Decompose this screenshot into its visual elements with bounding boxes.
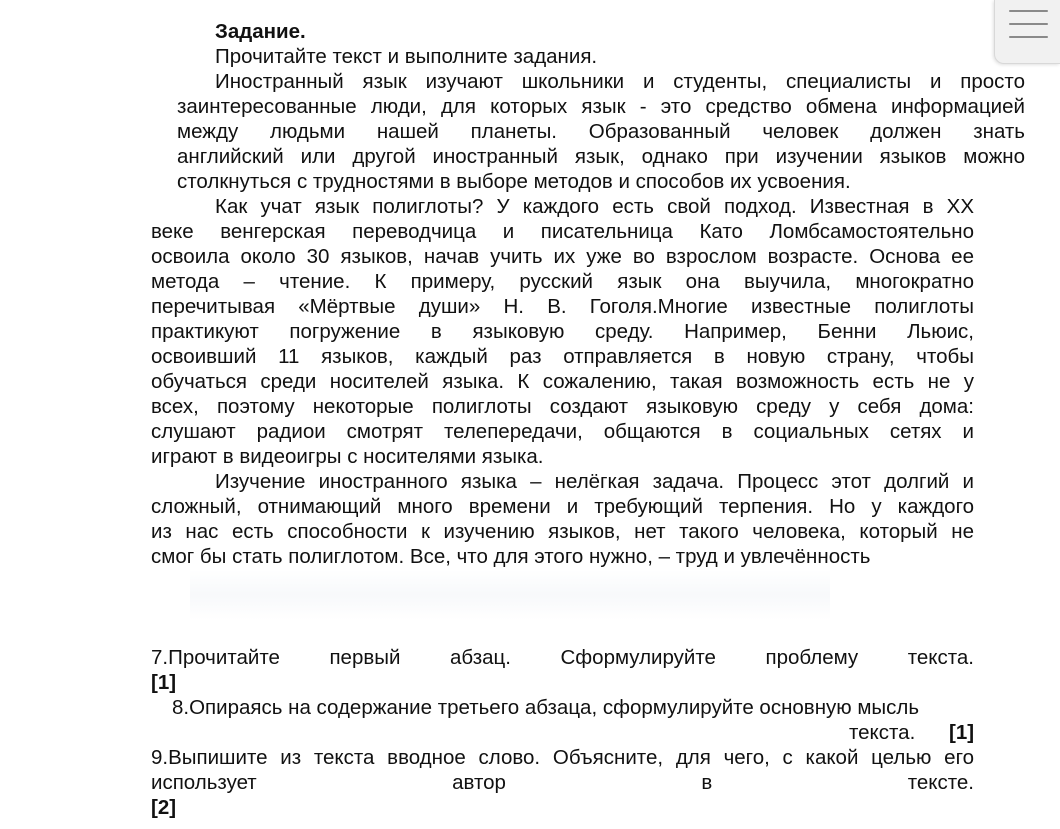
question-9: 9.Выпишите из текста вводное слово. Объясните, для чего, с какой целью его bbox=[151, 746, 974, 769]
text-line: слушают радиои смотрят телепередачи, общаются в социальных сетях и bbox=[151, 420, 974, 443]
text-line: английский или другой иностранный язык, однако при изучении языков можно bbox=[177, 145, 1025, 168]
question-8-continuation: текста. bbox=[849, 721, 916, 744]
text-line: Изучение иностранного языка – нелёгкая задача. Процесс этот долгий и bbox=[215, 470, 974, 493]
question-7: 7.Прочитайте первый абзац. Сформулируйте проблему текста. bbox=[151, 646, 974, 669]
task-heading: Задание. bbox=[215, 20, 306, 43]
text-line: освоила около 30 языков, начав учить их уже во взрослом возрасте. Основа ее bbox=[151, 245, 974, 268]
text-line: смог бы стать полиглотом. Все, что для этого нужно, – труд и увлечённость bbox=[151, 545, 871, 568]
text-line: веке венгерская переводчица и писательница Като Ломбсамостоятельно bbox=[151, 220, 974, 243]
question-8: 8.Опираясь на содержание третьего абзаца, сформулируйте основную мысль bbox=[172, 696, 920, 719]
text-line: практикуют погружение в языковую среду. Например, Бенни Льюис, bbox=[151, 320, 974, 343]
question-9-points: [2] bbox=[151, 796, 177, 819]
text-line: обучаться среди носителей языка. К сожалению, такая возможность есть не у bbox=[151, 370, 974, 393]
text-line: заинтересованные люди, для которых язык - это средство обмена информацией bbox=[177, 95, 1025, 118]
hamburger-menu-icon bbox=[1009, 10, 1048, 38]
text-line: Иностранный язык изучают школьники и студенты, специалисты и просто bbox=[215, 70, 1025, 93]
scan-fade-band bbox=[190, 570, 830, 620]
text-line: из нас есть способности к изучению языков, нет такого человека, который не bbox=[151, 520, 974, 543]
text-line: метода – чтение. К примеру, русский язык она выучила, многократно bbox=[151, 270, 974, 293]
text-line: играют в видеоигры с носителями языка. bbox=[151, 445, 544, 468]
text-line: сложный, отнимающий много времени и требующий терпения. Но у каждого bbox=[151, 495, 974, 518]
task-instruction: Прочитайте текст и выполните задания. bbox=[215, 45, 598, 68]
text-line: столкнуться с трудностями в выборе методов и способов их усвоения. bbox=[177, 170, 851, 193]
question-8-points: [1] bbox=[949, 721, 975, 744]
question-7-points: [1] bbox=[151, 671, 177, 694]
question-9-continuation: использует автор в тексте. bbox=[151, 771, 974, 794]
text-line: всех, поэтому некоторые полиглоты создают языковую среду у себя дома: bbox=[151, 395, 974, 418]
text-line: между людьми нашей планеты. Образованный человек должен знать bbox=[177, 120, 1025, 143]
text-line: перечитывая «Мёртвые души» Н. В. Гоголя.Многие известные полиглоты bbox=[151, 295, 974, 318]
text-line: Как учат язык полиглоты? У каждого есть свой подход. Известная в XX bbox=[215, 195, 974, 218]
text-line: освоивший 11 языков, каждый раз отправляется в новую страну, чтобы bbox=[151, 345, 974, 368]
menu-button[interactable] bbox=[994, 0, 1060, 64]
